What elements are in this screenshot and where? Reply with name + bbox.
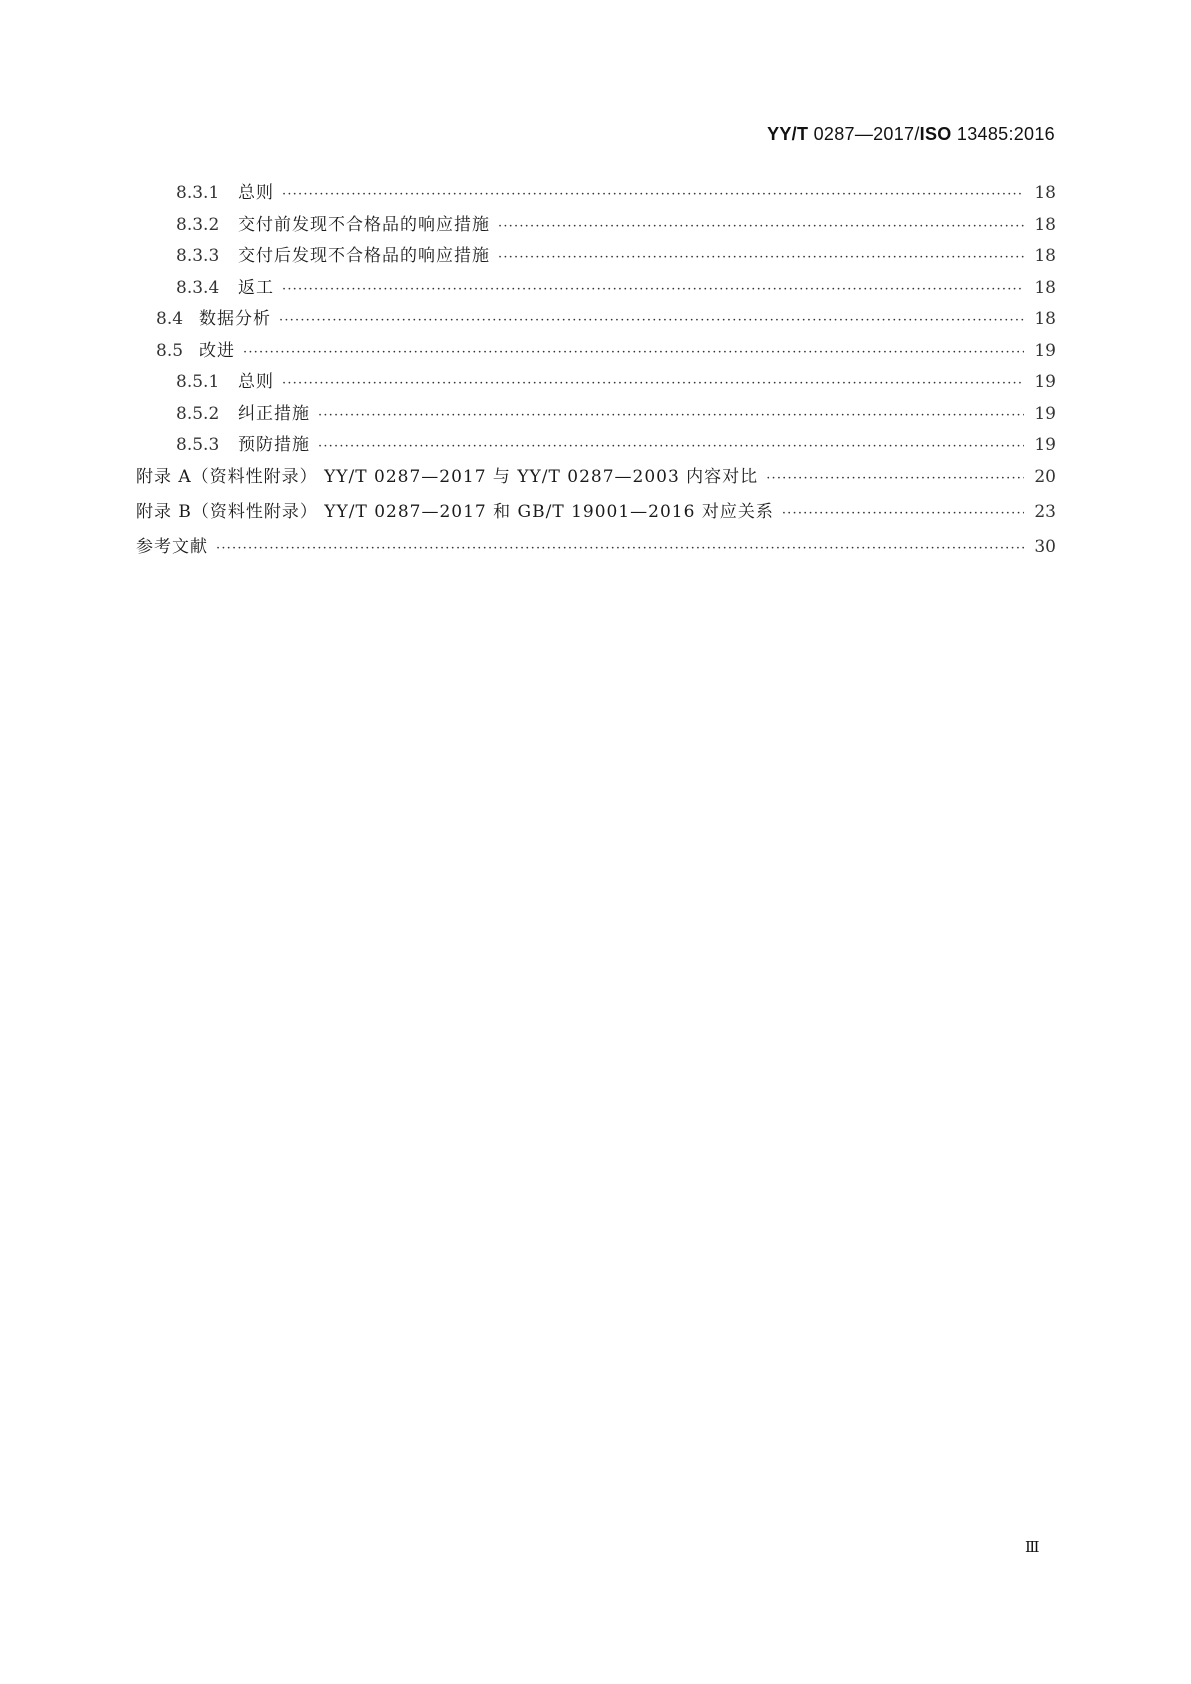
- toc-entry-appendix-a[interactable]: [136, 462, 1056, 497]
- toc-entry[interactable]: [136, 178, 1056, 210]
- iso-number: 13485:2016: [951, 124, 1055, 144]
- toc-entry-page: 19: [1034, 435, 1056, 455]
- iso-prefix: ISO: [919, 124, 952, 144]
- toc-entry-page: 19: [1034, 340, 1056, 361]
- toc-entry[interactable]: [136, 241, 1056, 273]
- toc-entry-number: 8.5.3: [176, 435, 220, 455]
- toc-entry-title: 总则: [238, 183, 274, 203]
- toc-dot-leader: [282, 376, 1024, 391]
- toc-dot-leader: [282, 282, 1024, 297]
- toc-dot-leader: [243, 345, 1024, 360]
- toc-entry-title: 预防措施: [238, 435, 310, 455]
- toc-entry-title: 交付前发现不合格品的响应措施: [238, 214, 490, 235]
- toc-entry[interactable]: [136, 430, 1056, 462]
- toc-entry-title: 改进: [199, 340, 235, 361]
- toc-entry[interactable]: [136, 399, 1056, 431]
- toc-dot-leader: [282, 187, 1024, 202]
- toc-dot-leader: [216, 541, 1024, 556]
- toc-dot-leader: [279, 313, 1024, 328]
- toc-entry-page: 20: [1034, 466, 1056, 487]
- toc-entry-number: 8.5: [156, 340, 184, 361]
- toc-entry-page: 19: [1034, 403, 1056, 424]
- toc-entry-number: 8.5.2: [176, 403, 220, 424]
- table-of-contents: [136, 178, 1056, 567]
- toc-entry-title: 交付后发现不合格品的响应措施: [238, 246, 490, 266]
- toc-entry[interactable]: [136, 273, 1056, 305]
- toc-entry-number: 8.3.2: [176, 214, 220, 235]
- toc-dot-leader: [498, 219, 1024, 234]
- toc-dot-leader: [498, 250, 1024, 265]
- toc-entry-appendix-b[interactable]: [136, 497, 1056, 532]
- toc-entry-number: 8.3.3: [176, 246, 220, 266]
- document-header: [767, 124, 1055, 145]
- toc-entry[interactable]: [136, 210, 1056, 242]
- toc-entry-number: 8.5.1: [176, 372, 220, 392]
- toc-entry-page: 19: [1034, 372, 1056, 392]
- toc-entry[interactable]: [136, 367, 1056, 399]
- toc-entry-page: 18: [1034, 246, 1056, 266]
- toc-entry-title: 纠正措施: [238, 403, 310, 424]
- toc-entry-number: 8.3.1: [176, 183, 220, 203]
- toc-dot-leader: [318, 439, 1024, 454]
- toc-entry-number: 8.4: [156, 309, 184, 329]
- toc-entry-number: 8.3.4: [176, 277, 220, 298]
- toc-entry-title: 附录 A（资料性附录） YY/T 0287—2017 与 YY/T 0287—2003 内容对比: [136, 466, 759, 487]
- toc-entry-page: 18: [1034, 214, 1056, 235]
- toc-entry-title: 参考文献: [136, 536, 208, 557]
- toc-entry-page: 18: [1034, 309, 1056, 329]
- toc-entry-title: 数据分析: [199, 309, 271, 329]
- toc-entry-page: 18: [1034, 183, 1056, 203]
- toc-entry[interactable]: [136, 336, 1056, 368]
- toc-dot-leader: [318, 408, 1024, 423]
- toc-entry-title: 返工: [238, 277, 274, 298]
- toc-entry-page: 18: [1034, 277, 1056, 298]
- standard-code: YY/T: [767, 124, 809, 144]
- toc-entry-references[interactable]: [136, 532, 1056, 567]
- standard-number: 0287—2017/: [808, 124, 920, 144]
- toc-entry-page: 30: [1034, 536, 1056, 557]
- toc-dot-leader: [766, 471, 1024, 486]
- toc-dot-leader: [782, 506, 1024, 521]
- toc-entry-title: 附录 B（资料性附录） YY/T 0287—2017 和 GB/T 19001—2016 对应关系: [136, 501, 774, 522]
- toc-entry[interactable]: [136, 304, 1056, 336]
- toc-entry-page: 23: [1034, 501, 1056, 522]
- page-number: Ⅲ: [1025, 1538, 1040, 1556]
- toc-entry-title: 总则: [238, 372, 274, 392]
